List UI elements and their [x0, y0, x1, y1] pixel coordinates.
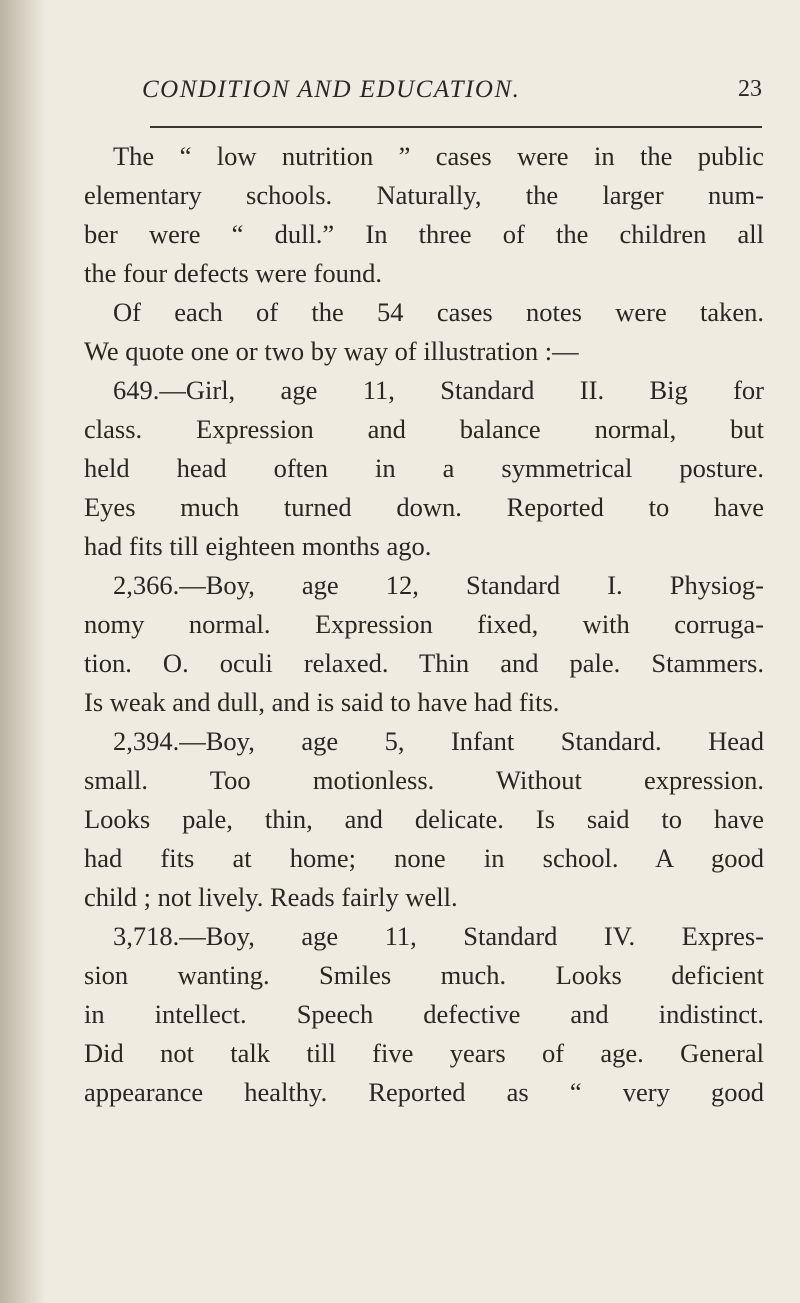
text-line: We quote one or two by way of illustration :— — [84, 336, 579, 366]
running-head — [142, 76, 772, 120]
text-line: ber were “ dull.” In three of the children all — [84, 219, 764, 249]
text-line: had fits till eighteen months ago. — [84, 531, 432, 561]
text-line: held head often in a symmetrical posture. — [84, 453, 764, 483]
text-line: appearance healthy. Reported as “ very good — [84, 1077, 764, 1107]
text-line: Of each of the 54 cases notes were taken. — [113, 297, 764, 327]
text-line: Eyes much turned down. Reported to have — [84, 492, 764, 522]
text-line: the four defects were found. — [84, 258, 382, 288]
text-line: 2,394.—Boy, age 5, Infant Standard. Head — [113, 726, 764, 756]
text-line: Is weak and dull, and is said to have had fits. — [84, 687, 560, 717]
text-line: had fits at home; none in school. A good — [84, 843, 764, 873]
text-line: 649.—Girl, age 11, Standard II. Big for — [113, 375, 764, 405]
text-line: sion wanting. Smiles much. Looks deficient — [84, 960, 764, 990]
text-line: tion. O. oculi relaxed. Thin and pale. Stammers. — [84, 648, 764, 678]
running-head-title: CONDITION AND EDUCATION. — [142, 76, 521, 103]
text-line: Did not talk till five years of age. General — [84, 1038, 764, 1068]
page-number: 23 — [738, 76, 762, 102]
text-line: 2,366.—Boy, age 12, Standard I. Physiog- — [113, 570, 764, 600]
text-line: class. Expression and balance normal, but — [84, 414, 764, 444]
text-line: child ; not lively. Reads fairly well. — [84, 882, 458, 912]
text-line: elementary schools. Naturally, the larger num- — [84, 180, 764, 210]
text-line: nomy normal. Expression fixed, with corruga- — [84, 609, 764, 639]
text-line: small. Too motionless. Without expression. — [84, 765, 764, 795]
text-line: Looks pale, thin, and delicate. Is said to have — [84, 804, 764, 834]
text-line: in intellect. Speech defective and indistinct. — [84, 999, 764, 1029]
text-line: 3,718.—Boy, age 11, Standard IV. Expres- — [113, 921, 764, 951]
text-line: The “ low nutrition ” cases were in the public — [113, 141, 764, 171]
header-rule — [150, 126, 762, 128]
